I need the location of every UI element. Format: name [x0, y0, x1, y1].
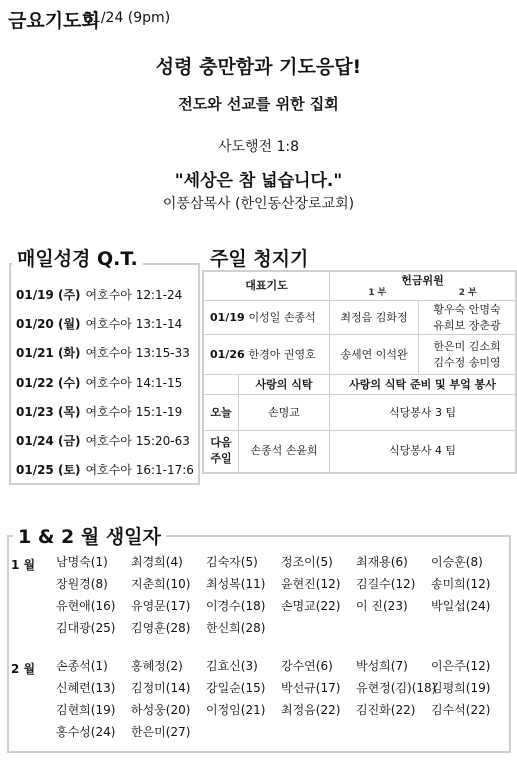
birthday-entry: 이경수(18)	[206, 599, 266, 613]
row-prayer: 이성일 손종석	[248, 310, 316, 324]
qt-row	[16, 403, 182, 420]
february-list	[56, 655, 506, 743]
birthday-entry: 이승훈(8)	[431, 555, 483, 569]
birthday-entry: 박선규(17)	[281, 681, 341, 695]
row-prayer: 한경아 권영호	[248, 347, 316, 361]
birthday-entry: 유현정(김)(18)	[356, 681, 437, 695]
offering-sub-2: 2 부	[458, 288, 477, 298]
qt-date: 01/21 (화)	[16, 346, 81, 361]
birthday-entry: 남명숙(1)	[56, 555, 108, 569]
today-person: 손명교	[239, 395, 330, 431]
row-first: 최정음 김화정	[330, 301, 419, 335]
birthday-entry: 유영문(17)	[131, 599, 191, 613]
love-table-header: 사랑의 식탁	[239, 375, 330, 395]
birthday-entry: 김길수(12)	[356, 577, 416, 591]
birthday-entry: 손종석(1)	[56, 659, 108, 673]
header-date: 01/24 (9pm)	[83, 10, 171, 26]
birthday-title: 1 & 2 월 생일자	[13, 522, 166, 549]
birthday-entry: 정조이(5)	[281, 555, 333, 569]
birthday-entry: 홍수성(24)	[56, 725, 116, 739]
qt-date: 01/25 (토)	[16, 463, 81, 478]
birthday-entry: 송미희(12)	[431, 577, 491, 591]
qt-date: 01/19 (주)	[16, 288, 81, 302]
blank-cell	[203, 375, 239, 395]
qt-date: 01/22 (수)	[16, 375, 81, 390]
qt-title: 매일성경 Q.T.	[12, 244, 143, 271]
next-team: 식당봉사 4 팀	[330, 431, 517, 473]
row-second: 한은미 김소희 김수정 송미영	[419, 335, 517, 375]
birthday-entry: 최경희(4)	[131, 555, 183, 569]
row-second: 황우숙 안명숙 유희보 장춘광	[419, 301, 517, 335]
sunday-table	[202, 270, 517, 474]
qt-passage: 여호수아 13:1-14	[85, 317, 183, 332]
birthday-entry: 김대광(25)	[56, 621, 116, 635]
qt-date: 01/24 (금)	[16, 434, 81, 448]
qt-passage: 여호수아 15:20-63	[85, 434, 190, 448]
birthday-entry: 박성희(7)	[356, 659, 408, 673]
birthday-entry: 김영훈(28)	[131, 621, 191, 635]
qt-row	[16, 315, 182, 332]
birthday-entry: 김정미(14)	[131, 681, 191, 695]
qt-passage: 여호수아 16:1-17:6	[85, 463, 194, 478]
birthday-entry: 이정임(21)	[206, 703, 266, 717]
qt-passage: 여호수아 14:1-15	[85, 375, 183, 390]
birthday-entry: 강일순(15)	[206, 681, 266, 695]
birthday-entry: 한은미(27)	[131, 725, 191, 739]
birthday-entry: 김효신(3)	[206, 659, 258, 673]
qt-row	[16, 374, 182, 391]
main-title: 성령 충만함과 기도응답!	[155, 56, 362, 78]
birthday-entry: 지춘희(10)	[131, 577, 191, 591]
birthday-entry: 손명교(22)	[281, 599, 341, 613]
birthday-entry: 김현희(19)	[56, 703, 116, 717]
birthday-entry: 홍혜정(2)	[131, 659, 183, 673]
table-row	[203, 335, 330, 375]
speaker: 이풍삼목사 (한인동산장로교회)	[162, 196, 355, 212]
qt-passage: 여호수아 15:1-19	[85, 404, 183, 419]
birthday-entry: 신혜련(13)	[56, 681, 116, 695]
qt-date: 01/20 (월)	[16, 317, 81, 332]
qt-row	[16, 344, 190, 361]
qt-passage: 여호수아 12:1-24	[85, 288, 183, 302]
row-first: 송세연 이석완	[330, 335, 419, 375]
offering-sub-1: 1 부	[368, 288, 387, 298]
birthday-entry: 강수연(6)	[281, 659, 333, 673]
today-team: 식당봉사 3 팀	[330, 395, 517, 431]
row-date: 01/19	[210, 310, 245, 324]
birthday-entry: 최재용(6)	[356, 555, 408, 569]
sub-title: 전도와 선교를 위한 집회	[178, 95, 339, 113]
birthday-entry: 김평희(19)	[431, 681, 491, 695]
birthday-entry: 한신희(28)	[206, 621, 266, 635]
birthday-entry: 유현애(16)	[56, 599, 116, 613]
row-date: 01/26	[210, 347, 245, 361]
birthday-entry: 박일섭(24)	[431, 599, 491, 613]
next-person: 손종석 손윤희	[239, 431, 330, 473]
birthday-entry: 하성웅(20)	[131, 703, 191, 717]
qt-date: 01/23 (목)	[16, 404, 81, 419]
offering-header-label: 헌금위원	[401, 274, 444, 287]
prayer-header: 대표기도	[203, 271, 330, 301]
birthday-entry: 윤현진(12)	[281, 577, 341, 591]
january-list	[56, 551, 506, 639]
birthday-entry: 장원경(8)	[56, 577, 108, 591]
sunday-title: 주일 청지기	[204, 244, 314, 271]
verse-reference: 사도행전 1:8	[217, 139, 300, 155]
birthday-entry: 이 진(23)	[356, 599, 408, 613]
january-label: 1 월	[11, 558, 36, 572]
february-label: 2 월	[11, 662, 36, 676]
qt-row	[16, 286, 182, 303]
qt-passage: 여호수아 13:15-33	[85, 346, 190, 361]
qt-row	[16, 461, 194, 478]
today-label: 오늘	[203, 395, 239, 431]
love-service-header: 사랑의 식탁 준비 및 부엌 봉사	[330, 375, 517, 395]
sermon-quote: "세상은 참 넓습니다."	[174, 171, 343, 191]
table-row	[203, 301, 330, 335]
birthday-entry: 김숙자(5)	[206, 555, 258, 569]
birthday-entry: 김진화(22)	[356, 703, 416, 717]
birthday-entry: 최성복(11)	[206, 577, 266, 591]
birthday-entry: 김수석(22)	[431, 703, 491, 717]
birthday-entry: 최정음(22)	[281, 703, 341, 717]
qt-row	[16, 432, 190, 449]
next-label: 다음 주일	[203, 431, 239, 473]
birthday-entry: 이은주(12)	[431, 659, 491, 673]
offering-header	[330, 271, 517, 301]
header-title: 금요기도회	[8, 10, 100, 32]
